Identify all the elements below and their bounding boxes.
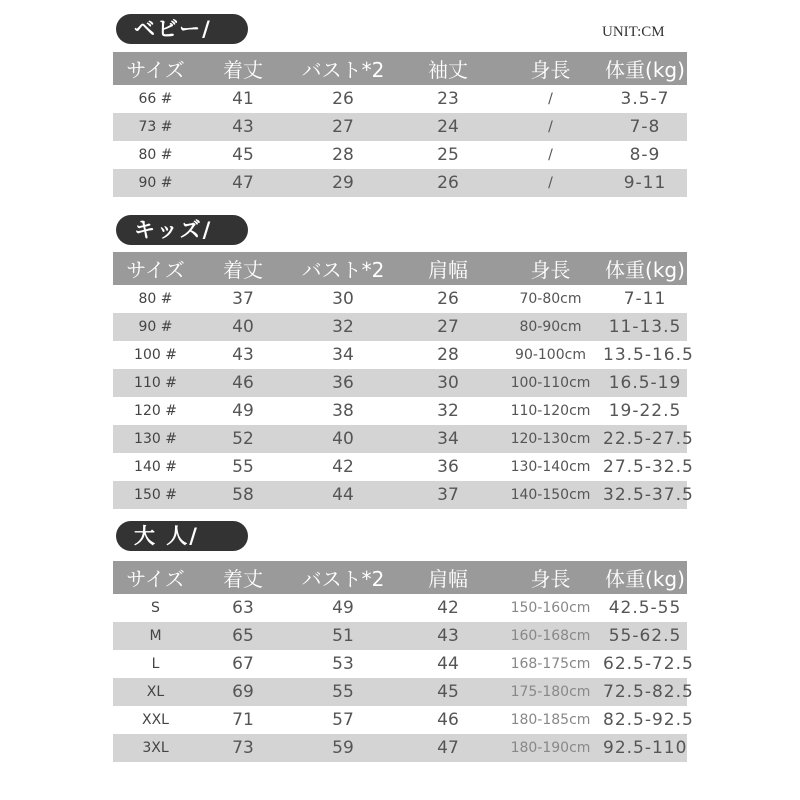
table-cell: 66 # bbox=[138, 91, 173, 107]
table-cell: 130 # bbox=[134, 431, 177, 447]
table-cell: 80 # bbox=[138, 291, 173, 307]
size-table-kids bbox=[113, 252, 694, 509]
table-cell: XXL bbox=[142, 712, 169, 728]
table-row bbox=[113, 453, 694, 481]
table-cell: 36 bbox=[332, 373, 354, 393]
table-cell: 25 bbox=[437, 145, 459, 165]
table-cell: 40 bbox=[232, 317, 254, 337]
header-cell: バスト*2 bbox=[301, 258, 385, 282]
table-cell: 43 bbox=[232, 117, 254, 137]
table-row bbox=[113, 678, 694, 706]
table-cell: 180-190cm bbox=[510, 740, 591, 756]
header-cell: 体重(kg) bbox=[605, 258, 685, 282]
table-cell: 3XL bbox=[142, 740, 169, 756]
table-cell: 49 bbox=[232, 401, 254, 421]
table-cell: 30 bbox=[332, 289, 354, 309]
table-row bbox=[113, 285, 687, 313]
table-cell: XL bbox=[146, 684, 165, 700]
header-cell: 肩幅 bbox=[428, 567, 468, 591]
header-cell: 袖丈 bbox=[428, 58, 468, 82]
table-cell: 63 bbox=[232, 598, 254, 618]
table-cell: 180-185cm bbox=[510, 712, 591, 728]
table-cell: 92.5-110 bbox=[603, 738, 688, 758]
table-row bbox=[113, 341, 694, 369]
section-title-baby: ベビー/ bbox=[116, 14, 248, 44]
table-row bbox=[113, 113, 687, 141]
header-cell: サイズ bbox=[126, 58, 185, 82]
table-cell: M bbox=[149, 628, 162, 644]
table-cell: 120-130cm bbox=[510, 431, 591, 447]
table-cell: 130-140cm bbox=[510, 459, 591, 475]
table-cell: 42 bbox=[332, 457, 354, 477]
table-cell: 55 bbox=[332, 682, 354, 702]
table-cell: 140-150cm bbox=[510, 487, 591, 503]
table-cell: 168-175cm bbox=[510, 656, 591, 672]
table-cell: 100 # bbox=[134, 347, 177, 363]
table-cell: 16.5-19 bbox=[608, 373, 682, 393]
table-cell: 45 bbox=[437, 682, 459, 702]
table-cell: 13.5-16.5 bbox=[603, 345, 694, 365]
table-cell: 34 bbox=[332, 345, 354, 365]
table-cell: 43 bbox=[437, 626, 459, 646]
header-cell: バスト*2 bbox=[301, 567, 385, 591]
table-row bbox=[113, 706, 694, 734]
table-cell: 22.5-27.5 bbox=[603, 429, 694, 449]
header-cell: 着丈 bbox=[223, 258, 263, 282]
table-cell: 57 bbox=[332, 710, 354, 730]
table-cell: 19-22.5 bbox=[608, 401, 682, 421]
table-cell: 24 bbox=[437, 117, 459, 137]
table-cell: 27 bbox=[332, 117, 354, 137]
header-cell: 身長 bbox=[530, 258, 571, 282]
table-cell: 11-13.5 bbox=[608, 317, 682, 337]
section-title-adult: 大 人/ bbox=[116, 521, 248, 551]
table-cell: 46 bbox=[437, 710, 459, 730]
table-cell: 43 bbox=[232, 345, 254, 365]
table-header bbox=[113, 252, 687, 285]
unit-label: UNIT:CM bbox=[602, 24, 665, 40]
table-cell: L bbox=[151, 656, 160, 672]
table-cell: 42.5-55 bbox=[608, 598, 682, 618]
table-cell: 28 bbox=[332, 145, 354, 165]
table-cell: 110-120cm bbox=[510, 403, 591, 419]
header-cell: サイズ bbox=[126, 258, 185, 282]
table-cell: 110 # bbox=[134, 375, 177, 391]
table-row bbox=[113, 650, 694, 678]
table-cell: 71 bbox=[232, 710, 254, 730]
table-cell: 80-90cm bbox=[519, 319, 582, 335]
table-cell: 29 bbox=[332, 173, 354, 193]
table-cell: 28 bbox=[437, 345, 459, 365]
table-cell: 59 bbox=[332, 738, 354, 758]
table-cell: 65 bbox=[232, 626, 254, 646]
table-cell: 44 bbox=[437, 654, 459, 674]
table-row bbox=[113, 141, 687, 169]
table-cell: 150-160cm bbox=[510, 600, 591, 616]
table-cell: 175-180cm bbox=[510, 684, 591, 700]
table-cell: 140 # bbox=[134, 459, 177, 475]
table-cell: S bbox=[151, 600, 160, 616]
table-cell: 45 bbox=[232, 145, 254, 165]
table-cell: 52 bbox=[232, 429, 254, 449]
table-row bbox=[113, 85, 687, 113]
table-cell: 46 bbox=[232, 373, 254, 393]
section-title-kids: キッズ/ bbox=[116, 215, 248, 245]
table-cell: 58 bbox=[232, 485, 254, 505]
table-cell: 90-100cm bbox=[515, 347, 586, 363]
table-cell: 100-110cm bbox=[510, 375, 591, 391]
table-cell: 7-11 bbox=[623, 289, 667, 309]
header-cell: バスト*2 bbox=[301, 58, 385, 82]
table-row bbox=[113, 313, 687, 341]
table-cell: 55 bbox=[232, 457, 254, 477]
table-cell: 40 bbox=[332, 429, 354, 449]
table-cell: 30 bbox=[437, 373, 459, 393]
header-cell: 身長 bbox=[530, 567, 571, 591]
table-row bbox=[113, 594, 687, 622]
table-cell: 47 bbox=[437, 738, 459, 758]
table-row bbox=[113, 734, 687, 762]
table-cell: 27.5-32.5 bbox=[603, 457, 694, 477]
table-row bbox=[113, 425, 694, 453]
table-header bbox=[113, 561, 687, 594]
table-cell: 38 bbox=[332, 401, 354, 421]
table-cell: 27 bbox=[437, 317, 459, 337]
table-cell: / bbox=[548, 91, 553, 107]
table-cell: 26 bbox=[437, 289, 459, 309]
table-cell: 90 # bbox=[138, 175, 173, 191]
table-cell: / bbox=[548, 175, 553, 191]
table-cell: / bbox=[548, 147, 553, 163]
table-cell: 44 bbox=[332, 485, 354, 505]
table-cell: 73 # bbox=[138, 119, 173, 135]
table-cell: 67 bbox=[232, 654, 254, 674]
table-cell: 55-62.5 bbox=[608, 626, 682, 646]
table-cell: 82.5-92.5 bbox=[603, 710, 694, 730]
header-cell: 体重(kg) bbox=[605, 58, 685, 82]
header-cell: 体重(kg) bbox=[605, 567, 685, 591]
table-row bbox=[113, 369, 687, 397]
table-cell: 23 bbox=[437, 89, 459, 109]
table-cell: 62.5-72.5 bbox=[603, 654, 694, 674]
table-cell: 8-9 bbox=[629, 145, 661, 165]
table-cell: 47 bbox=[232, 173, 254, 193]
table-cell: 69 bbox=[232, 682, 254, 702]
table-cell: 32.5-37.5 bbox=[603, 485, 694, 505]
table-cell: 70-80cm bbox=[519, 291, 582, 307]
header-cell: 着丈 bbox=[223, 58, 263, 82]
size-table-adult bbox=[113, 561, 694, 762]
table-cell: 9-11 bbox=[623, 173, 667, 193]
table-cell: 26 bbox=[437, 173, 459, 193]
table-cell: 42 bbox=[437, 598, 459, 618]
table-cell: 36 bbox=[437, 457, 459, 477]
table-cell: 150 # bbox=[134, 487, 177, 503]
table-cell: 49 bbox=[332, 598, 354, 618]
table-cell: 34 bbox=[437, 429, 459, 449]
table-row bbox=[113, 169, 687, 197]
table-cell: 160-168cm bbox=[510, 628, 591, 644]
table-cell: 53 bbox=[332, 654, 354, 674]
table-cell: / bbox=[548, 119, 553, 135]
table-cell: 37 bbox=[232, 289, 254, 309]
size-table-baby bbox=[113, 52, 687, 197]
table-cell: 41 bbox=[232, 89, 254, 109]
header-cell: 着丈 bbox=[223, 567, 263, 591]
table-cell: 37 bbox=[437, 485, 459, 505]
table-cell: 51 bbox=[332, 626, 354, 646]
table-cell: 26 bbox=[332, 89, 354, 109]
table-cell: 80 # bbox=[138, 147, 173, 163]
header-cell: サイズ bbox=[126, 567, 185, 591]
header-cell: 身長 bbox=[530, 58, 571, 82]
table-row bbox=[113, 397, 687, 425]
table-row bbox=[113, 622, 687, 650]
table-cell: 90 # bbox=[138, 319, 173, 335]
table-header bbox=[113, 52, 687, 85]
header-cell: 肩幅 bbox=[428, 258, 468, 282]
table-cell: 7-8 bbox=[629, 117, 661, 137]
table-cell: 32 bbox=[332, 317, 354, 337]
table-cell: 3.5-7 bbox=[620, 89, 670, 109]
table-row bbox=[113, 481, 694, 509]
table-cell: 72.5-82.5 bbox=[603, 682, 694, 702]
table-cell: 73 bbox=[232, 738, 254, 758]
table-cell: 32 bbox=[437, 401, 459, 421]
table-cell: 120 # bbox=[134, 403, 177, 419]
